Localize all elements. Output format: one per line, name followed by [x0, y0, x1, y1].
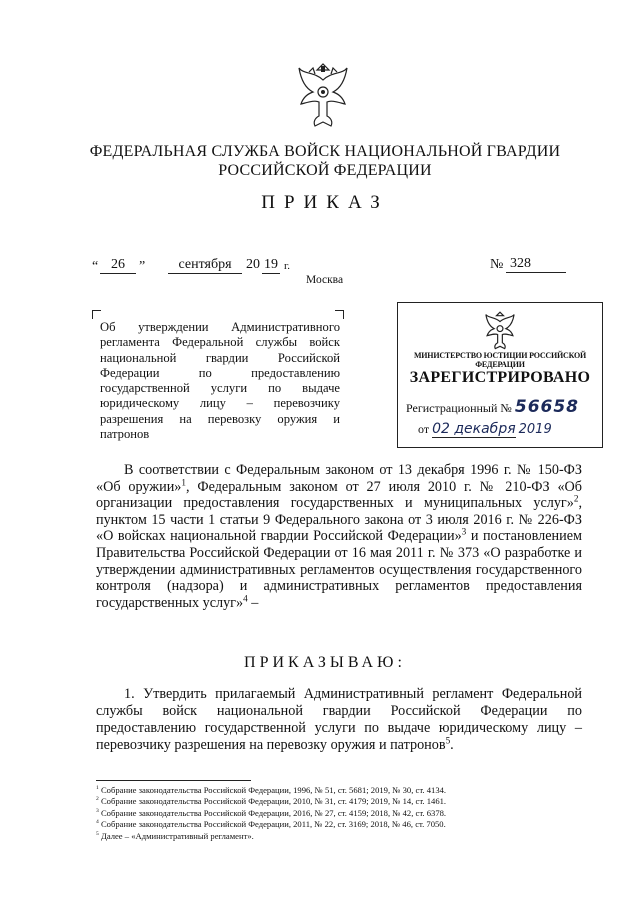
subject-corner-right [335, 310, 344, 319]
stamp-emblem-icon [482, 311, 518, 351]
preamble-part-2: , Федеральным законом от 27 июля 2010 г. № 210-ФЗ «Об организации предоставления государственных и муниципальных услуг» [96, 478, 583, 512]
footnote-ref-3: 3 [461, 526, 467, 537]
footnote-ref-4: 4 [243, 593, 248, 604]
footnote-number: 2 [96, 796, 99, 803]
footnote-text: Собрание законодательства Российской Федерации, 2011, № 22, ст. 3169; 2018, № 46, ст. 7050. [100, 819, 446, 830]
footnote [96, 819, 586, 830]
order-item-1 [96, 686, 582, 754]
footnote-number: 3 [96, 807, 99, 814]
footnote-ref-1: 1 [181, 476, 186, 487]
footnote [96, 831, 586, 842]
order-item-1-text: 1. Утвердить прилагаемый Административный регламент Федеральной службы войск национальной гвардии Российской Федерации по предоставлению государственной услуги по выдаче юридическому лицу – перевозчику разрешения на перевозку оружия и патронов [96, 686, 582, 753]
date-day: 26 [100, 257, 136, 274]
footnote-divider [96, 780, 251, 781]
footnote [96, 796, 586, 807]
footnote [96, 808, 586, 819]
stamp-date-line [418, 421, 552, 437]
footnote-text: Собрание законодательства Российской Федерации, 2010, № 31, ст. 4179; 2019, № 14, ст. 1461. [100, 796, 447, 807]
footnote-number: 1 [96, 785, 99, 792]
footnote-text: Собрание законодательства Российской Федерации, 2016, № 27, ст. 4159; 2018, № 42, ст. 6378. [100, 807, 447, 818]
order-number: 328 [506, 256, 566, 273]
date-year-unit: г. [284, 260, 291, 272]
footnote [96, 785, 586, 796]
subject-corner-left [92, 310, 101, 319]
order-number-label: № [490, 257, 504, 272]
stamp-reg-line [406, 397, 579, 417]
order-item-1-end: . [450, 737, 454, 753]
stamp-status: ЗАРЕГИСТРИРОВАНО [409, 369, 591, 386]
date-open-quote: “ [92, 259, 99, 274]
stamp-reg-number: 56658 [514, 397, 580, 417]
preamble-paragraph [96, 462, 582, 611]
stamp-date-handwritten: 02 декабря [432, 421, 516, 437]
footnote-text: Далее – «Административный регламент». [100, 830, 254, 841]
registration-stamp [397, 302, 603, 448]
org-name-line-1: ФЕДЕРАЛЬНАЯ СЛУЖБА ВОЙСК НАЦИОНАЛЬНОЙ ГВАРДИИ [89, 143, 561, 160]
order-word: ПРИКАЗЫВАЮ: [244, 654, 406, 671]
document-title: ПРИКАЗ [261, 192, 389, 213]
footnote-ref-5: 5 [445, 735, 451, 746]
preamble-part-4: и постановлением Правительства Российской Федерации от 16 мая 2011 г. № 373 «О разработке и утверждении административных регламентов осуществления государственного контроля (надзора) и административных регламентов предоставления государственных услуг» [96, 528, 582, 611]
date-year-prefix: 20 [246, 257, 260, 272]
footnote-number: 5 [96, 830, 99, 837]
stamp-ministry: МИНИСТЕРСТВО ЮСТИЦИИ РОССИЙСКОЙ ФЕДЕРАЦИИ [413, 351, 587, 369]
footnotes [96, 785, 586, 842]
preamble-part-3: , пунктом 15 части 1 статьи 9 Федерального закона от 3 июля 2016 г. № 226-ФЗ «О войсках национальной гвардии Российской Федерации» [96, 495, 582, 545]
footnote-number: 4 [96, 819, 99, 826]
stamp-date-prefix: от [418, 422, 430, 436]
order-subject: Об утверждении Административного регламента Федеральной службы войск национальной гвардии Российской Федерации по предоставлению государственной услуги по выдаче юридическому лицу – перевозчику разрешения на перевозку оружия и патронов [100, 320, 340, 442]
org-name-line-2: РОССИЙСКОЙ ФЕДЕРАЦИИ [218, 162, 432, 179]
footnote-ref-2: 2 [573, 493, 579, 504]
stamp-reg-label: Регистрационный № [406, 401, 512, 415]
date-close-quote: ” [139, 259, 146, 274]
coat-of-arms-icon [293, 62, 353, 130]
date-year-suffix: 19 [264, 257, 278, 272]
preamble-part-5: – [247, 594, 259, 611]
stamp-year: 2019 [518, 422, 552, 437]
preamble-part-1: В соответствии с Федеральным законом от 13 декабря 1996 г. № 150-ФЗ «Об оружии» [96, 462, 582, 495]
footnote-text: Собрание законодательства Российской Федерации, 1996, № 51, ст. 5681; 2019, № 30, ст. 4134. [100, 785, 447, 795]
city: Москва [306, 274, 344, 286]
date-month: сентября [168, 257, 242, 274]
